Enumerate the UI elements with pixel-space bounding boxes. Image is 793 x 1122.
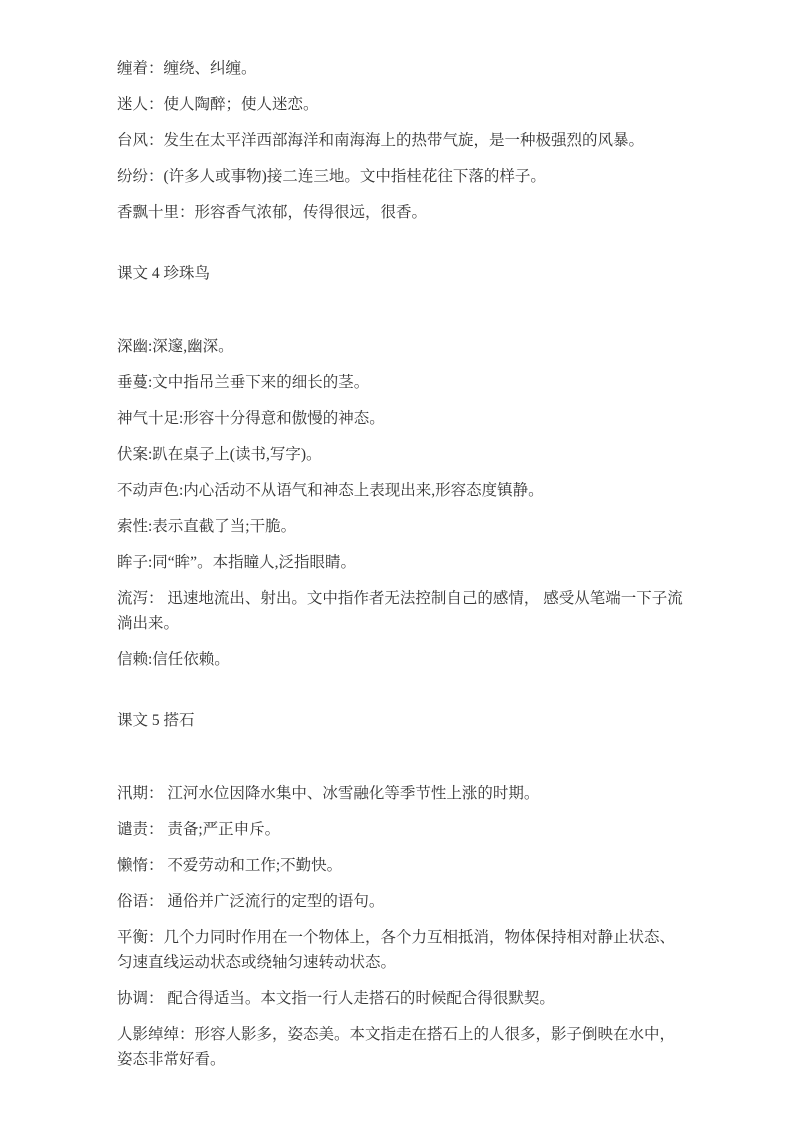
definition-entry: 人影绰绰：形容人影多，姿态美。本文指走在搭石上的人很多，影子倒映在水中，姿态非常好看。 bbox=[117, 1026, 676, 1068]
lesson-5-heading: 课文 5 搭石 bbox=[117, 712, 195, 729]
definition-entry: 平衡：几个力同时作用在一个物体上，各个力互相抵消，物体保持相对静止状态、匀速直线运动状态或绕轴匀速转动状态。 bbox=[117, 929, 676, 971]
definition-entry: 汛期： 江河水位因降水集中、冰雪融化等季节性上涨的时期。 bbox=[117, 785, 540, 802]
definition-entry: 纷纷：(许多人或事物)接二连三地。文中指桂花往下落的样子。 bbox=[117, 168, 546, 185]
glossary-section-lesson-5 bbox=[117, 781, 683, 1072]
definition-entry: 流泻： 迅速地流出、射出。文中指作者无法控制自己的感情， 感受从笔端一下子流淌出来。 bbox=[117, 590, 683, 632]
definition-entry: 懒惰： 不爱劳动和工作;不勤快。 bbox=[117, 857, 343, 874]
glossary-section-lesson-3 bbox=[117, 56, 683, 225]
definition-entry: 伏案:趴在桌子上(读书,写字)。 bbox=[117, 446, 322, 463]
definition-entry: 索性:表示直截了当;干脆。 bbox=[117, 518, 297, 535]
definition-entry: 俗语： 通俗并广泛流行的定型的语句。 bbox=[117, 893, 385, 910]
definition-entry: 信赖:信任依赖。 bbox=[117, 651, 230, 668]
definition-entry: 香飘十里：形容香气浓郁，传得很远，很香。 bbox=[117, 204, 428, 221]
definition-entry: 不动声色:内心活动不从语气和神态上表现出来,形容态度镇静。 bbox=[117, 482, 544, 499]
definition-entry: 眸子:同“眸”。本指瞳人,泛指眼睛。 bbox=[117, 554, 356, 571]
definition-entry: 协调： 配合得适当。本文指一行人走搭石的时候配合得很默契。 bbox=[117, 990, 555, 1007]
definition-entry: 垂蔓:文中指吊兰垂下来的细长的茎。 bbox=[117, 374, 370, 391]
definition-entry: 台风：发生在太平洋西部海洋和南海海上的热带气旋，是一种极强烈的风暴。 bbox=[117, 132, 645, 149]
definition-entry: 迷人：使人陶醉；使人迷恋。 bbox=[117, 96, 319, 113]
definition-entry: 谴责： 责备;严正申斥。 bbox=[117, 821, 281, 838]
definition-entry: 神气十足:形容十分得意和傲慢的神态。 bbox=[117, 410, 385, 427]
lesson-4-heading: 课文 4 珍珠鸟 bbox=[117, 265, 211, 282]
glossary-section-lesson-4 bbox=[117, 334, 683, 672]
definition-entry: 深幽:深邃,幽深。 bbox=[117, 338, 234, 355]
definition-entry: 缠着：缠绕、纠缠。 bbox=[117, 60, 257, 77]
